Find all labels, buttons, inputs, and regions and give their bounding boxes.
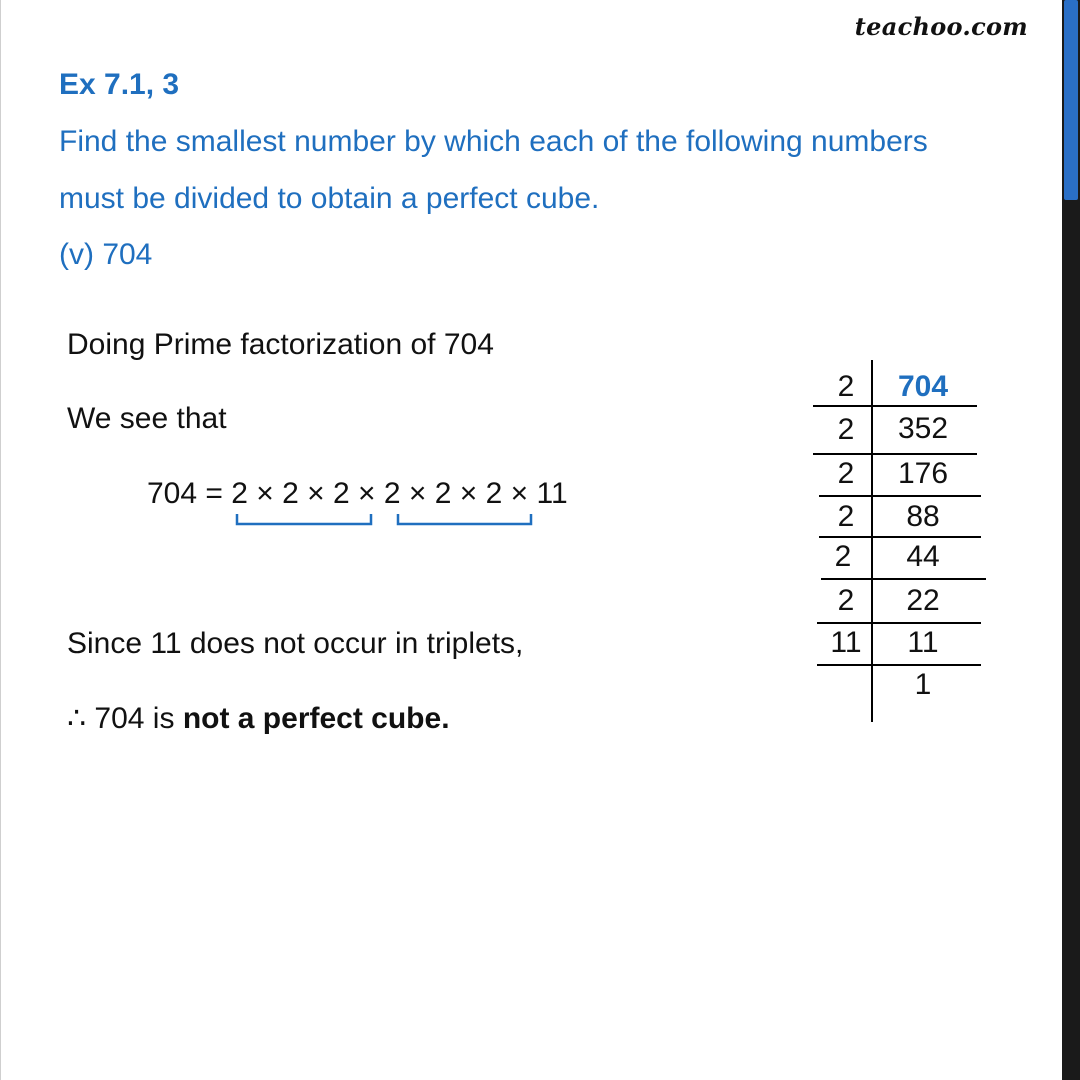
factorization-equation: 704 = 2 × 2 × 2 × 2 × 2 × 2 × 11 bbox=[147, 477, 568, 510]
scrollbar-thumb[interactable] bbox=[1064, 0, 1078, 200]
division-rule-1 bbox=[813, 453, 977, 455]
dividend-1: 352 bbox=[897, 412, 949, 445]
solution-intro: Doing Prime factorization of 704 bbox=[67, 328, 494, 361]
dividend-4: 44 bbox=[906, 540, 940, 573]
solution-we-see: We see that bbox=[67, 402, 227, 435]
division-rule-2 bbox=[819, 495, 981, 497]
dividend-7: 1 bbox=[914, 668, 932, 701]
triplet-bracket-2 bbox=[398, 514, 531, 524]
divisor-3: 2 bbox=[837, 500, 855, 533]
division-rule-4 bbox=[821, 578, 986, 580]
dividend-6: 11 bbox=[907, 626, 939, 659]
question-text-line-2: must be divided to obtain a perfect cube. bbox=[59, 182, 600, 215]
divisor-6: 11 bbox=[830, 626, 862, 659]
solution-since: Since 11 does not occur in triplets, bbox=[67, 627, 524, 660]
question-text-line-1: Find the smallest number by which each of the following numbers bbox=[59, 125, 928, 158]
division-rule-0 bbox=[813, 405, 977, 407]
divisor-1: 2 bbox=[837, 413, 855, 446]
dividend-2: 176 bbox=[897, 457, 949, 490]
divisor-4: 2 bbox=[834, 540, 852, 573]
divisor-2: 2 bbox=[837, 457, 855, 490]
dividend-5: 22 bbox=[906, 584, 940, 617]
conclusion-prefix: ∴ 704 is bbox=[67, 702, 183, 735]
dividend-0: 704 bbox=[897, 370, 949, 403]
division-rule-5 bbox=[817, 622, 981, 624]
conclusion-bold: not a perfect cube. bbox=[182, 702, 450, 735]
question-part: (v) 704 bbox=[59, 238, 153, 271]
triplet-bracket-1 bbox=[237, 514, 371, 524]
divisor-5: 2 bbox=[837, 584, 855, 617]
question-title: Ex 7.1, 3 bbox=[59, 68, 180, 101]
division-rule-3 bbox=[819, 536, 981, 538]
division-ladder bbox=[801, 360, 1001, 730]
division-rule-6 bbox=[817, 664, 981, 666]
divisor-0: 2 bbox=[837, 370, 855, 403]
teachoo-logo: teachoo.com bbox=[854, 12, 1028, 41]
solution-conclusion bbox=[67, 701, 450, 736]
dividend-3: 88 bbox=[906, 500, 940, 533]
